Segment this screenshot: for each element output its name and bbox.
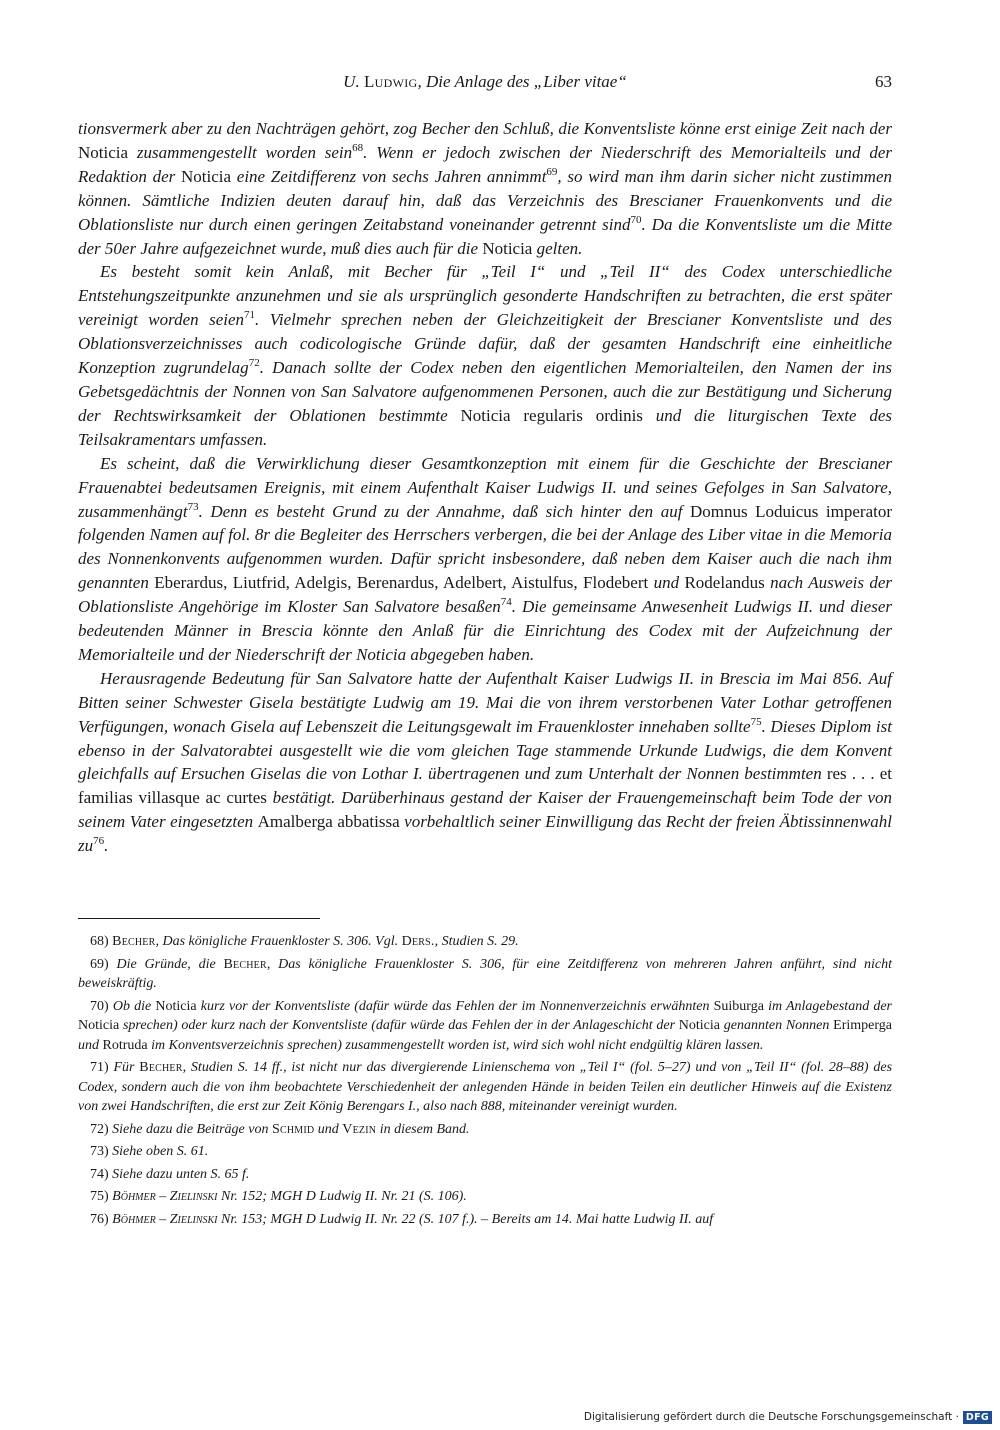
- footnote-number: 76): [90, 1211, 109, 1227]
- page-number: 63: [875, 72, 892, 91]
- text-run: Nr. 153; MGH D Ludwig II. Nr. 22 (S. 107 f.). – Bereits am 14. Mai hatte Ludwig II. auf: [217, 1211, 714, 1227]
- author-ref: Becher: [112, 934, 156, 949]
- source-quote: Noticia: [78, 142, 129, 162]
- footnote-separator: [78, 918, 320, 919]
- text-run: . Wenn er jedoch zwischen der Niederschrift des Memorialteils und der Redaktion der: [78, 142, 892, 186]
- text-run: im Anlagebestand der: [763, 998, 893, 1014]
- source-quote: Noticia: [181, 166, 232, 186]
- text-run: Siehe dazu unten S. 65 f.: [112, 1166, 250, 1182]
- text-run: kurz vor der Konventsliste (dafür würde das Fehlen der im Nonnenverzeichnis erwähnten: [196, 998, 714, 1014]
- source-quote: Noticia: [482, 238, 533, 258]
- text-run: Siehe dazu die Beiträge von: [112, 1121, 272, 1137]
- footnote: [78, 1142, 892, 1162]
- paragraph: [78, 260, 892, 451]
- credit-text: Digitalisierung gefördert durch die Deutsche Forschungsgemeinschaft ·: [583, 1411, 959, 1423]
- source-quote: Amalberga abbatissa: [257, 812, 400, 832]
- text-run: Die Gründe, die: [116, 956, 224, 972]
- author-ref: Vezin: [342, 1121, 377, 1137]
- author-ref: Böhmer – Zielinski: [112, 1189, 218, 1204]
- text-run: im Konventsverzeichnis sprechen) zusammengestellt worden ist, wird sich wohl nicht endgültig klären lassen.: [147, 1037, 764, 1053]
- source-quote: Eberardus, Liutfrid, Adelgis, Berenardus, Adelbert, Aistulfus, Flodebert: [154, 573, 649, 593]
- source-quote: Rotruda: [102, 1037, 148, 1053]
- running-title: [78, 72, 892, 92]
- text-run: , so wird man ihm darin sicher nicht zustimmen können. Sämtliche Indizien deuten darauf hin, daß das Verzeichnis des Brescianer Frauenkonvents und die Oblationsliste nur durch einen geringen Zeitabstand voneinander getrennt sind: [78, 166, 892, 234]
- footnote-number: 74): [90, 1166, 109, 1182]
- source-quote: Noticia: [678, 1018, 721, 1033]
- footnote-ref: 68: [352, 141, 364, 154]
- text-run: sprechen) oder kurz nach der Konventsliste (dafür würde das Fehlen der in der Anlageschicht der: [119, 1018, 679, 1033]
- source-quote: Noticia: [78, 1018, 120, 1033]
- text-run: . Danach sollte der Codex neben den eigentlichen Memorialteilen, den Namen der ins Gebetsgedächtnis der Nonnen von San Salvatore aufgenommenen Personen, auch die zur Bestätigung und Sicherung der Rechtswirksamkeit der Oblationen bestimmte: [78, 358, 892, 425]
- text-run: zusammengestellt worden sein: [128, 142, 353, 162]
- dfg-logo: DFG: [963, 1411, 992, 1424]
- article-title: , Die Anlage des „Liber vitae“: [417, 72, 627, 91]
- text-run: nach Ausweis der Oblationsliste Angehörige im Kloster San Salvatore besaßen: [78, 573, 893, 617]
- running-head: [78, 72, 892, 98]
- text-run: Nr. 152; MGH D Ludwig II. Nr. 21 (S. 106).: [217, 1189, 467, 1204]
- text-run: bestätigt. Darüberhinaus gestand der Kaiser der Frauengemeinschaft beim Tode der von seinem Vater eingesetzten: [78, 788, 892, 832]
- footnote-number: 69): [90, 956, 109, 972]
- text-run: und: [648, 573, 685, 593]
- text-run: und: [314, 1121, 343, 1137]
- main-text: [78, 117, 892, 858]
- source-quote: Suiburga: [713, 998, 764, 1014]
- footnote-number: 75): [90, 1189, 109, 1204]
- footnote: [78, 997, 892, 1056]
- text-run: Es besteht somit kein Anlaß, mit Becher für „Teil I“ und „Teil II“ des Codex unterschiedliche Entstehungszeitpunkte anzunehmen und sie als ursprünglich gesonderte Handschriften zu betrachten, die erst später vereinigt worden seien: [78, 262, 892, 330]
- text-run: genannten Nonnen: [720, 1018, 834, 1033]
- text-run: Es scheint, daß die Verwirklichung dieser Gesamtkonzeption mit einem für die Geschichte der Brescianer Frauenabtei bedeutsamen Ereignis, mit einem Aufenthalt Kaiser Ludwigs II. und seines Gefolges in San Salvatore, zusammenhängt: [78, 453, 892, 521]
- text-run: , Das königliche Frauenkloster S. 306. Vgl.: [155, 934, 402, 949]
- footnote-number: 73): [90, 1144, 109, 1159]
- text-run: . Dieses Diplom ist ebenso in der Salvatorabtei ausgestellt wie die vom gleichen Tage stammende Urkunde Ludwigs, die dem Konvent gleichfalls auf Ersuchen Giselas die von Lothar I. übertragenen und zum Unterhalt der Nonnen bestimmten: [78, 716, 892, 784]
- text-run: vorbehaltlich seiner Einwilligung das Recht der freien Äbtissinnenwahl zu: [78, 812, 892, 856]
- text-run: , Studien S. 14 ff., ist nicht nur das divergierende Linienschema von „Teil I“ (fol. 5–27) und von „Teil II“ (fol. 28–88) des Codex, sondern auch die von ihm beobachtete Verschiedenheit der anlegenden Hände in beiden Teilen ein deutlicher Hinweis auf die Existenz von zwei Handschriften, die erst zur Zeit König Berengars I., also nach 888, miteinander vereinigt wurden.: [78, 1060, 893, 1114]
- footnote: [78, 1210, 892, 1230]
- footnote: [78, 1187, 892, 1207]
- source-quote: Erimperga: [833, 1018, 892, 1033]
- text-run: Für: [113, 1060, 140, 1075]
- digitization-credit: [583, 1409, 992, 1425]
- author-ref: Schmid: [271, 1121, 315, 1137]
- source-quote: Noticia: [155, 998, 197, 1014]
- author-ref: Becher: [223, 956, 267, 972]
- footnote-number: 72): [90, 1121, 109, 1137]
- text-run: tionsvermerk aber zu den Nachträgen gehört, zog Becher den Schluß, die Konventsliste könne erst einige Zeit nach der: [78, 119, 892, 138]
- source-quote: Rodelandus: [684, 573, 765, 593]
- footnote-ref: 70: [630, 213, 642, 226]
- text-run: . Die gemeinsame Anwesenheit Ludwigs II. und dieser bedeutenden Männer in Brescia könnte den Anlaß für die Einrichtung des Codex mit der Aufzeichnung der Memorialteile und der Niederschrift der Noticia abgegeben haben.: [78, 597, 892, 664]
- text-run: . Vielmehr sprechen neben der Gleichzeitigkeit der Brescianer Konventsliste und des Oblationsverzeichnisses auch codicologische Gründe dafür, daß der gesamten Handschrift eine einheitliche Konzeption zugrundelag: [78, 310, 892, 378]
- footnote: [78, 1120, 892, 1140]
- text-run: Herausragende Bedeutung für San Salvatore hatte der Aufenthalt Kaiser Ludwigs II. in Brescia im Mai 856. Auf Bitten seiner Schwester Gisela bestätigte Ludwig am 19. Mai die von ihrem verstorbenen Vater Lothar getroffenen Verfügungen, wonach Gisela auf Lebenszeit die Leitungsgewalt im Frauenkloster innehaben sollte: [78, 668, 892, 736]
- text-run: . Denn es besteht Grund zu der Annahme, daß sich hinter den auf: [198, 501, 690, 521]
- text-run: , Das königliche Frauenkloster S. 306, für eine Zeitdifferenz von mehreren Jahren anführt, sind nicht beweiskräftig.: [78, 956, 893, 991]
- author-ref: Ders.: [401, 934, 435, 949]
- footnote: [78, 932, 892, 952]
- text-run: und: [78, 1037, 103, 1053]
- paragraph: [78, 452, 892, 667]
- source-quote: Domnus Loduicus imperator: [689, 501, 893, 521]
- text-run: und die liturgischen Texte des Teilsakramentars umfassen.: [78, 405, 892, 449]
- footnote-number: 70): [90, 998, 109, 1014]
- source-quote: Noticia regularis ordinis: [460, 405, 643, 425]
- author-initial: U.: [343, 72, 364, 91]
- footnote: [78, 1165, 892, 1185]
- text-run: Siehe oben S. 61.: [112, 1144, 209, 1159]
- footnote-ref: 74: [500, 596, 512, 609]
- source-quote: res . . . et familias villasque ac curtes: [78, 764, 892, 808]
- text-run: Ob die: [112, 998, 156, 1014]
- footnote-ref: 71: [244, 309, 256, 322]
- footnote-number: 68): [90, 934, 109, 949]
- text-run: folgenden Namen auf fol. 8r die Begleiter des Herrschers verbergen, die bei der Anlage des Liber vitae in die Memoria des Nonnenkonvents aufgenommen wurden. Dafür spricht insbesondere, daß neben dem Kaiser auch die nach ihm genannten: [78, 525, 892, 593]
- footnote-ref: 75: [750, 715, 762, 728]
- text-run: in diesem Band.: [376, 1121, 470, 1137]
- footnote: [78, 955, 892, 994]
- footnote-ref: 69: [546, 165, 558, 178]
- footnote-ref: 72: [248, 357, 260, 370]
- text-run: , Studien S. 29.: [434, 934, 519, 949]
- footnote: [78, 1058, 892, 1117]
- footnote-number: 71): [90, 1060, 109, 1075]
- paragraph: [78, 667, 892, 858]
- text-run: eine Zeitdifferenz von sechs Jahren annimmt: [231, 166, 547, 186]
- text-run: .: [104, 836, 109, 856]
- footnote-ref: 76: [93, 835, 105, 848]
- paragraph: [78, 117, 892, 260]
- author-ref: Becher: [139, 1060, 183, 1075]
- author-name: Ludwig: [363, 72, 418, 91]
- text-run: gelten.: [532, 238, 583, 258]
- author-ref: Böhmer – Zielinski: [112, 1211, 218, 1227]
- text-run: . Da die Konventsliste um die Mitte der 50er Jahre aufgezeichnet wurde, muß dies auch für die: [78, 214, 892, 258]
- footnotes: [78, 932, 892, 1232]
- footnote-ref: 73: [187, 500, 199, 513]
